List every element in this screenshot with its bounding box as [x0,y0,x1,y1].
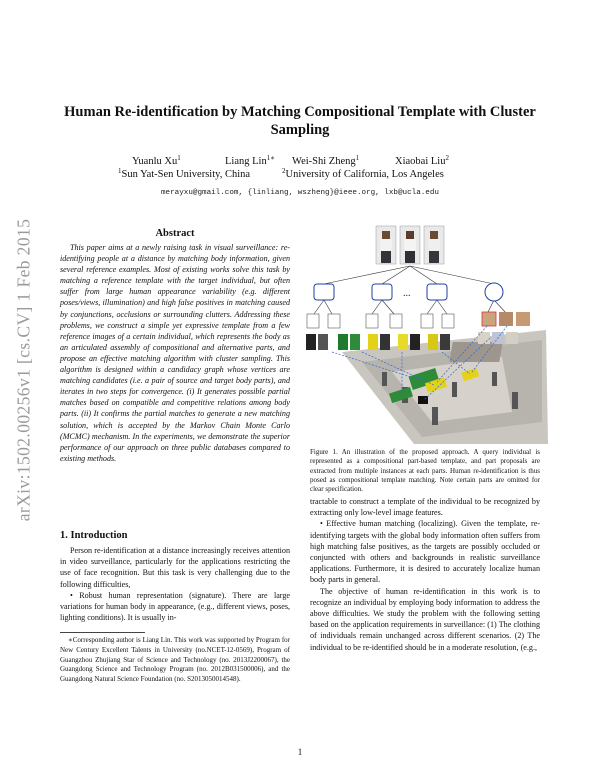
intro-bullet-2: • Effective human matching (localizing). Given the template, re-identifying targets with the global body information often suffers from high matching false positives, as the targets are possibly occluded or conjuncted with others and backgrounds in realistic surveillance applications. Furthermore, it is desired to accurately localize human body parts in general. [310,519,540,585]
footnote [60,636,290,685]
author-3: Wei-Shi Zheng$^1$ [292,154,360,167]
introduction-right-text [310,496,540,653]
affiliation-1: $^1$Sun Yat-Sen University, China [118,167,251,180]
abstract-text: This paper aims at a newly raising task in visual surveillance: re-identifying people at a distance by matching body information, given several reference examples. Most of existing works solve this task by matching a reference template with the target individual, but often suffer from large human appearance variability (e.g. different poses/views, illumination) and high false positives in matching caused by conjunctions, occlusions or surrounding clutters. Addressing these problems, we construct a simple yet expressive template from a few reference images of a certain individual, which represents the body as an articulated assembly of compositional and alternative parts, and propose an effective matching algorithm with cluster sampling. This algorithm is designed within a candidacy graph whose vertices are matching candidates (i.e. a pair of source and target body parts), and iterates in two steps for convergence. (i) It generates possible partial matches based on compatible and competitive relations among body parts. (ii) It confirms the partial matches to generate a new matching solution, which is accepted by the Markov Chain Monte Carlo (MCMC) mechanism. In the experiments, we demonstrate the superior performance of our approach on three public databases compared to existing methods. [60,243,290,463]
abstract-heading: Abstract [155,228,195,239]
figure-1 [302,222,548,444]
intro-paragraph-objective: The objective of human re-identification in this work is to recognize an individual by employing body information to address the above difficulties. We study the problem with the following setting based on the application requirements in surveillance: (1) The clothing of individuals remain unchanged across different scenarios. (2) The individual to be re-identified should be in a moderate resolution, (e.g., [310,586,540,652]
author-1: Yuanlu Xu$^1$ [132,154,181,167]
arxiv-stamp: arXiv:1502.00256v1 [cs.CV] 1 Feb 2015 [13,218,34,522]
intro-bullet-1: • Robust human representation (signature). There are large variations for human body in appearance, (e.g., different views, poses, lighting conditions). It is usually in- [60,590,290,623]
affiliation-2: $^2$University of California, Los Angeles [282,167,444,180]
page-number: 1 [297,747,303,757]
intro-paragraph-1: Person re-identification at a distance increasingly receives attention in video surveillance, particularly for the applications restricting the use of face recognition. But this task is very challenging due to the following difficulties, [60,546,290,589]
abstract-body [60,242,290,464]
author-emails: merayxu@gmail.com, {linliang, wszheng}@ieee.org, lxb@ucla.edu [161,189,439,197]
figure-ellipsis: ... [403,288,411,299]
query-template-images [376,226,444,264]
right-paragraph-continued: tractable to construct a template of the individual to be recognized by extracting only low-level image features. [310,497,540,518]
footnote-rule [60,632,145,633]
author-2: Liang Lin$^{1∗}$ [225,154,275,167]
figure-1-caption: Figure 1. An illustration of the proposed approach. A query individual is represented as a compositional part-based template, and part proposals are extracted from multiple instances at each parts. Human re-identification is thus posed as compositional template matching. Note certain parts are omitted for clear specification. [310,448,540,494]
introduction-left-text [60,545,290,623]
section-heading-introduction: 1. Introduction [60,530,128,541]
author-4: Xiaobai Liu$^2$ [395,154,449,167]
footnote-text: ∗Corresponding author is Liang Lin. This work was supported by Program for New Century Excellent Talents in University (no.NCET-12-0569), Program of Guangzhou Zhujiang Star of Science and Technology (no. 2013J2200067), the Guangdong Science and Technology Program (no. 2012B031500006), and the Guangdong Natural Science Foundation (no. S2013050014548). [60,636,290,684]
figure-illustration [302,222,548,444]
candidate-color-swatches [306,334,450,350]
paper-title: Human Re-identification by Matching Compositional Template with Cluster Sampling [64,104,536,138]
